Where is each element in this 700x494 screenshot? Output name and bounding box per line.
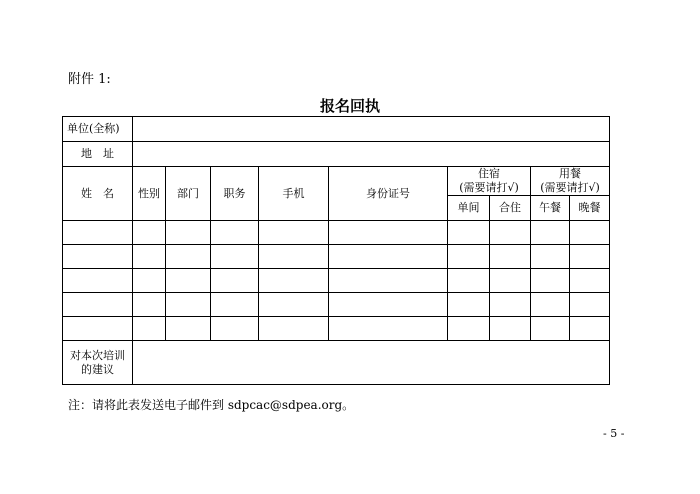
suggestion-label	[63, 341, 133, 385]
page-number: - 5 -	[603, 427, 625, 440]
name-header: 姓 名	[63, 167, 133, 221]
phone-header: 手机	[259, 167, 329, 221]
unit-input-cell[interactable]	[133, 117, 610, 142]
shared-room-header: 合住	[490, 196, 531, 221]
lodging-label: 住宿	[478, 167, 500, 180]
meals-note: (需要请打√)	[540, 181, 600, 194]
table-row	[63, 317, 610, 341]
dinner-header: 晚餐	[570, 196, 610, 221]
lodging-header	[448, 167, 531, 196]
gender-header: 性别	[133, 167, 166, 221]
footnote: 注：请将此表发送电子邮件到 sdpcac@sdpea.org。	[68, 398, 355, 412]
address-label: 地 址	[63, 142, 133, 167]
id-number-header: 身份证号	[329, 167, 448, 221]
unit-label: 单位(全称)	[63, 117, 133, 142]
address-input-cell[interactable]	[133, 142, 610, 167]
table-row	[63, 245, 610, 269]
table-row	[63, 221, 610, 245]
position-header: 职务	[211, 167, 259, 221]
suggestion-label-line2: 的建议	[81, 362, 114, 376]
suggestion-row	[63, 341, 610, 385]
registration-form-table	[62, 116, 610, 385]
table-row	[63, 293, 610, 317]
suggestion-input-cell[interactable]	[133, 341, 610, 385]
suggestion-label-line1: 对本次培训	[70, 348, 125, 362]
meals-header	[531, 167, 610, 196]
dept-header: 部门	[166, 167, 211, 221]
single-room-header: 单间	[448, 196, 490, 221]
table-row	[63, 269, 610, 293]
lodging-note: (需要请打√)	[459, 181, 519, 194]
address-row	[63, 142, 610, 167]
lunch-header: 午餐	[531, 196, 570, 221]
meals-label: 用餐	[559, 167, 581, 180]
unit-row	[63, 117, 610, 142]
attachment-label: 附件 1:	[68, 72, 111, 87]
form-title: 报名回执	[319, 97, 380, 115]
